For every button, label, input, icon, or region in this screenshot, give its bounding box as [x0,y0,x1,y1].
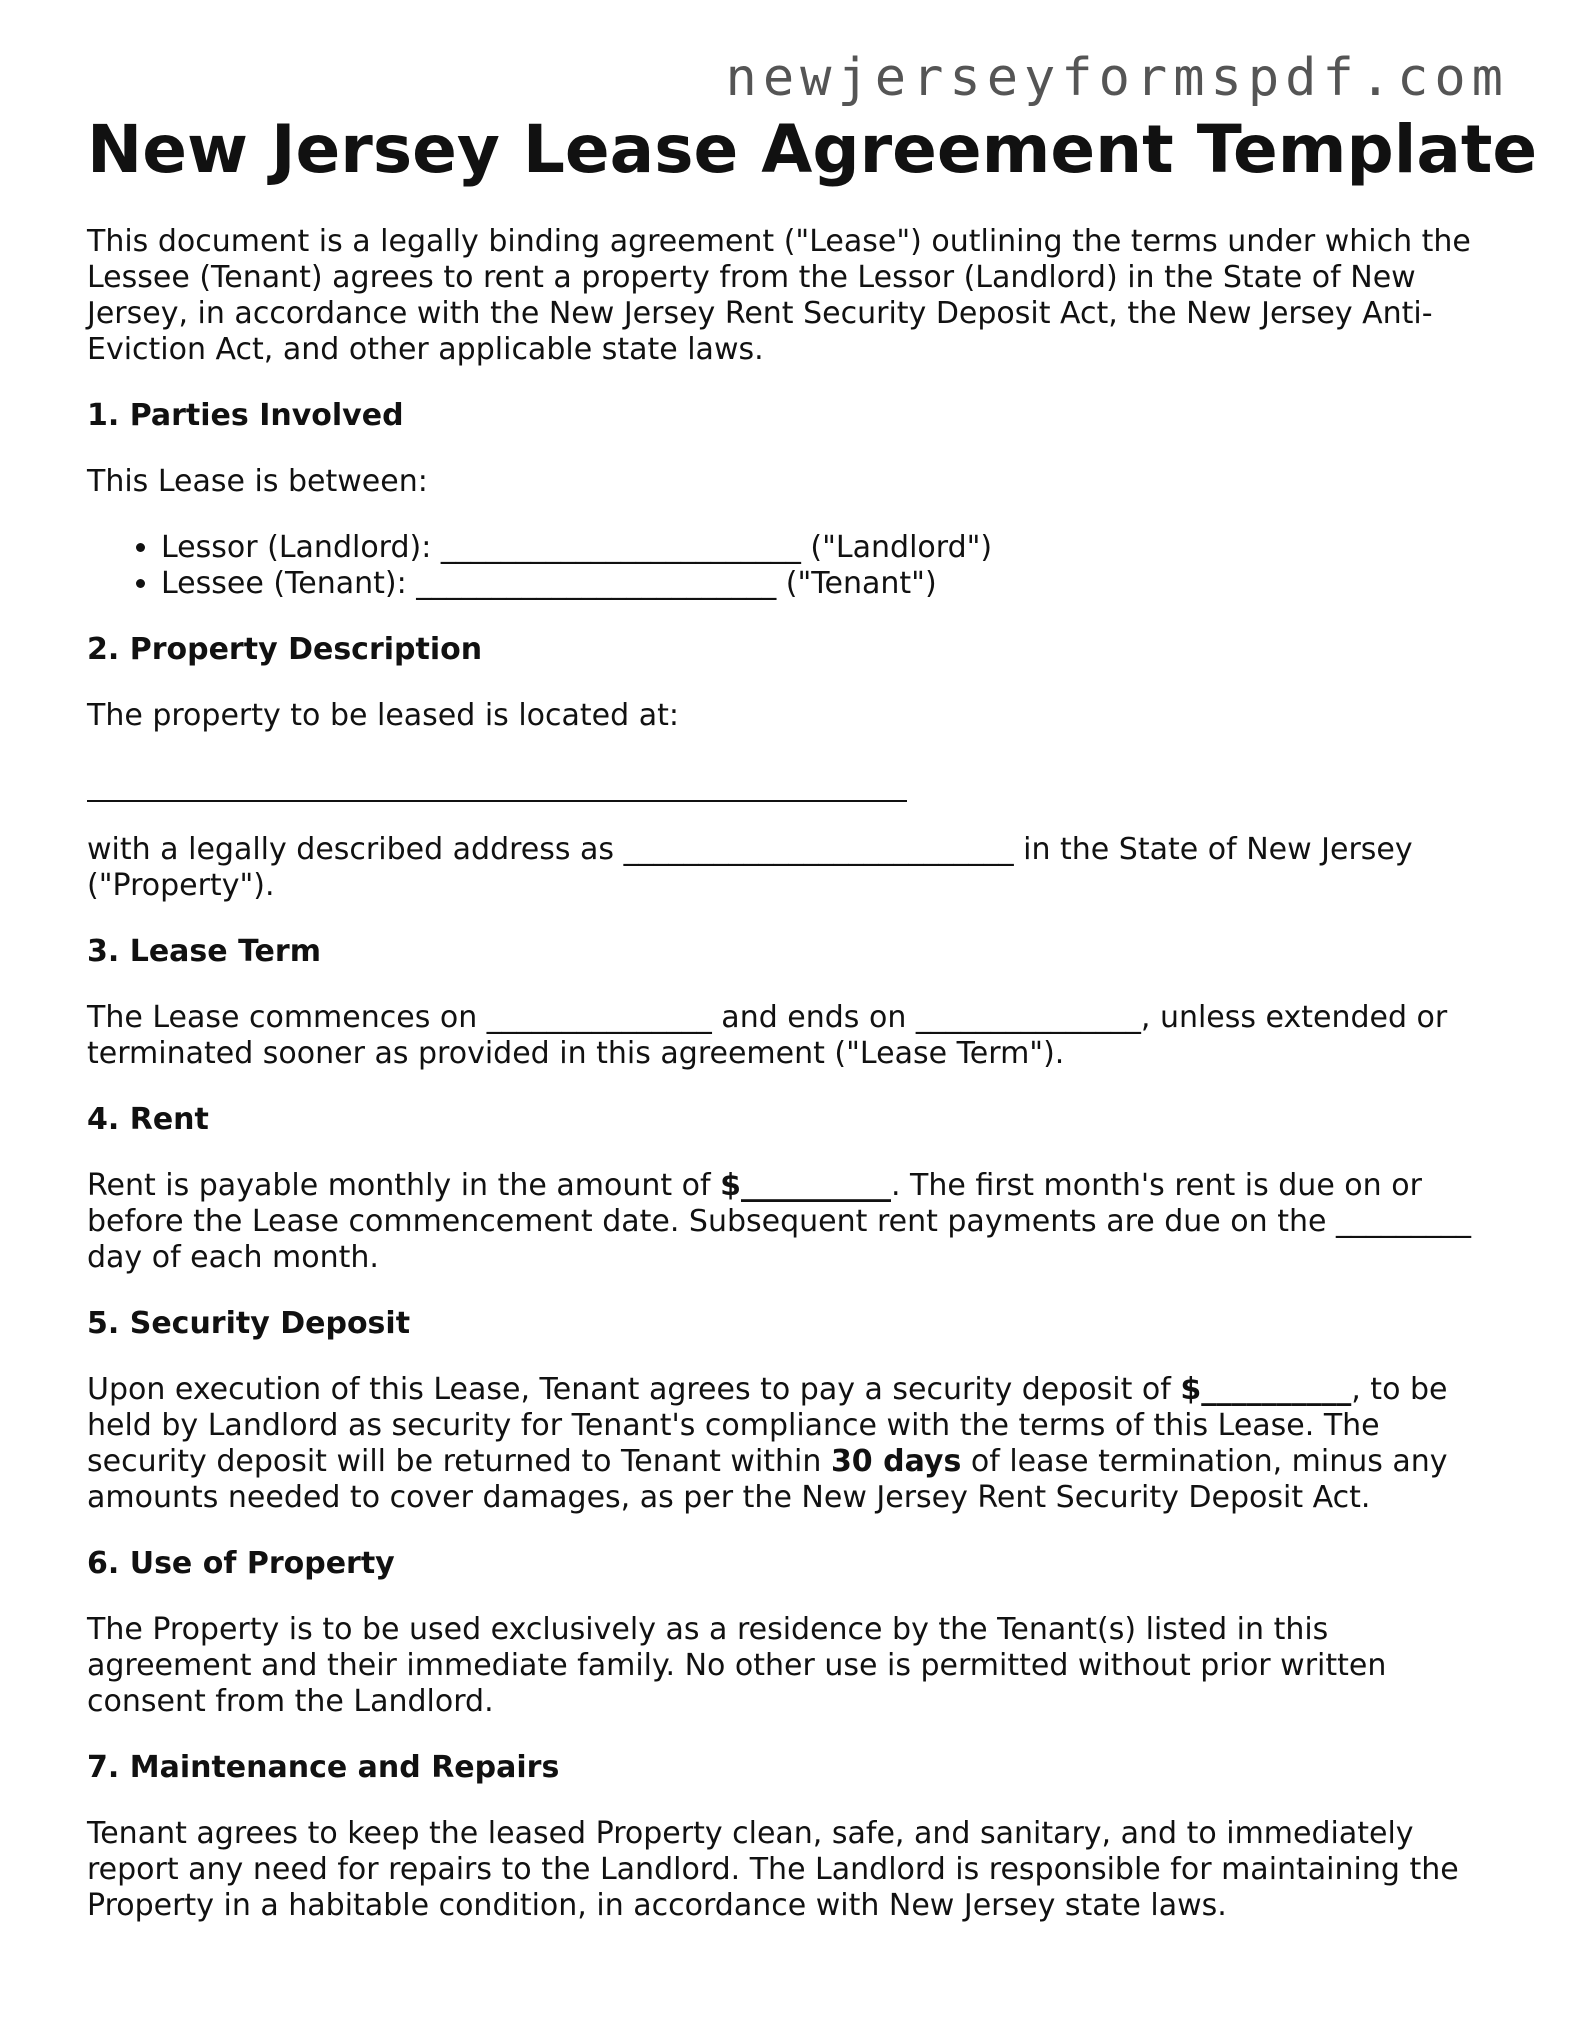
property-address-blank [87,764,907,802]
maintenance-paragraph: Tenant agrees to keep the leased Property clean, safe, and sanitary, and to immediately report any need for repairs to the Landlord. The Landlord is responsible for maintaining the Property in a habitable condition, in accordance with New Jersey state laws. [87,1816,1459,1923]
document-title: New Jersey Lease Agreement Template [87,111,1538,188]
section-heading-rent: 4. Rent [87,1102,209,1137]
list-item: • Lessee (Tenant): ________________________ ("Tenant") [161,566,1487,602]
document-body [87,110,1538,1924]
security-deposit-paragraph [87,1372,1487,1516]
property-paragraph: with a legally described address as __________________________ in the State of New Jersey ("Property"). [87,832,1413,903]
deposit-text-mid: , to be held by Landlord as security for Tenant's compliance with the terms of this Lease. The security deposit will be returned to Tenant within [87,1372,1448,1479]
section-heading-parties: 1. Parties Involved [87,398,404,433]
deposit-text-pre: Upon execution of this Lease, Tenant agrees to pay a security deposit of [87,1372,1181,1407]
list-item: • Lessor (Landlord): ________________________ ("Landlord") [161,530,1487,566]
section-heading-lease-term: 3. Lease Term [87,934,321,969]
deposit-text-post: of lease termination, minus any amounts needed to cover damages, as per the New Jersey Rent Security Deposit Act. [87,1444,1448,1515]
section-heading-maintenance: 7. Maintenance and Repairs [87,1750,560,1785]
section-heading-security-deposit: 5. Security Deposit [87,1306,411,1341]
rent-paragraph [87,1168,1487,1276]
rent-amount-blank: $__________ [720,1168,891,1203]
site-watermark: newjerseyformspdf.com [725,48,1509,108]
deposit-amount-blank: $__________ [1180,1372,1352,1407]
section-heading-use-of-property: 6. Use of Property [87,1546,395,1581]
section-heading-property: 2. Property Description [87,632,483,667]
deposit-return-days: 30 days [830,1444,962,1479]
parties-list [87,530,1487,602]
property-lead: The property to be leased is located at: [87,698,679,733]
intro-paragraph: This document is a legally binding agreement ("Lease") outlining the terms under which the Lessee (Tenant) agrees to rent a property from the Lessor (Landlord) in the State of New Jersey, in accordance with the New Jersey Rent Security Deposit Act, the New Jersey Anti-Eviction Act, and other applicable state laws. [87,224,1471,367]
parties-lead: This Lease is between: [87,464,428,499]
lease-term-paragraph: The Lease commences on _______________ and ends on _______________, unless extended or terminated sooner as provided in this agreement ("Lease Term"). [87,1000,1448,1071]
use-of-property-paragraph: The Property is to be used exclusively as a residence by the Tenant(s) listed in this agreement and their immediate family. No other use is permitted without prior written consent from the Landlord. [87,1612,1387,1719]
rent-text-pre: Rent is payable monthly in the amount of [87,1168,721,1203]
rent-text-post: . The first month's rent is due on or before the Lease commencement date. Subsequent rent payments are due on the _________ day of each month. [87,1168,1471,1275]
